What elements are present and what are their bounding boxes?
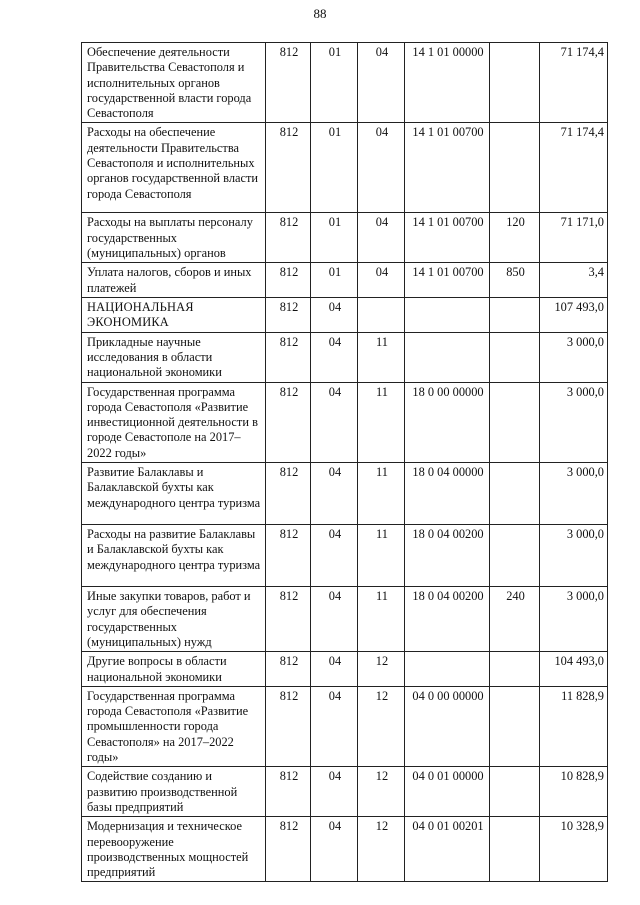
row-amount: 71 171,0 — [540, 213, 608, 263]
row-target-code: 14 1 01 00000 — [405, 43, 490, 123]
row-ministry-code: 812 — [266, 332, 311, 382]
table-row — [82, 463, 608, 525]
table-row — [82, 525, 608, 587]
budget-table — [81, 42, 608, 882]
table-row — [82, 263, 608, 298]
row-name: Другие вопросы в области национальной экономики — [82, 652, 266, 687]
row-name: Иные закупки товаров, работ и услуг для обеспечения государственных (муниципальных) нужд — [82, 587, 266, 652]
row-section-code: 04 — [311, 686, 358, 766]
table-row — [82, 43, 608, 123]
row-section-code: 01 — [311, 263, 358, 298]
table-row — [82, 298, 608, 333]
row-target-code: 04 0 01 00201 — [405, 817, 490, 882]
row-target-code: 14 1 01 00700 — [405, 123, 490, 213]
row-amount: 3 000,0 — [540, 332, 608, 382]
row-expense-type-code — [490, 382, 540, 462]
row-subsection-code: 04 — [358, 43, 405, 123]
row-subsection-code: 11 — [358, 525, 405, 587]
row-ministry-code: 812 — [266, 525, 311, 587]
table-row — [82, 123, 608, 213]
row-target-code: 18 0 04 00000 — [405, 463, 490, 525]
row-amount: 3 000,0 — [540, 587, 608, 652]
row-target-code: 18 0 04 00200 — [405, 525, 490, 587]
budget-table-body — [82, 43, 608, 882]
row-subsection-code: 11 — [358, 463, 405, 525]
row-section-code: 04 — [311, 817, 358, 882]
row-name: Расходы на выплаты персоналу государственных (муниципальных) органов — [82, 213, 266, 263]
row-name: Государственная программа города Севастополя «Развитие инвестиционной деятельности в городе Севастополе на 2017–2022 годы» — [82, 382, 266, 462]
row-ministry-code: 812 — [266, 298, 311, 333]
row-expense-type-code — [490, 298, 540, 333]
row-ministry-code: 812 — [266, 43, 311, 123]
table-row — [82, 332, 608, 382]
row-ministry-code: 812 — [266, 817, 311, 882]
table-row — [82, 767, 608, 817]
row-section-code: 04 — [311, 767, 358, 817]
row-expense-type-code — [490, 767, 540, 817]
row-ministry-code: 812 — [266, 652, 311, 687]
row-section-code: 01 — [311, 123, 358, 213]
row-expense-type-code — [490, 123, 540, 213]
row-amount: 71 174,4 — [540, 43, 608, 123]
row-expense-type-code — [490, 817, 540, 882]
row-name: Расходы на обеспечение деятельности Правительства Севастополя и исполнительных органов государственной власти города Севастополя — [82, 123, 266, 213]
row-amount: 3 000,0 — [540, 382, 608, 462]
row-section-code: 04 — [311, 652, 358, 687]
table-row — [82, 382, 608, 462]
row-ministry-code: 812 — [266, 587, 311, 652]
row-ministry-code: 812 — [266, 767, 311, 817]
row-ministry-code: 812 — [266, 263, 311, 298]
row-name: НАЦИОНАЛЬНАЯ ЭКОНОМИКА — [82, 298, 266, 333]
row-expense-type-code: 850 — [490, 263, 540, 298]
row-amount: 10 328,9 — [540, 817, 608, 882]
row-subsection-code: 04 — [358, 263, 405, 298]
row-section-code: 01 — [311, 43, 358, 123]
row-name: Содействие созданию и развитию производственной базы предприятий — [82, 767, 266, 817]
row-section-code: 04 — [311, 587, 358, 652]
row-amount: 71 174,4 — [540, 123, 608, 213]
row-section-code: 04 — [311, 332, 358, 382]
row-expense-type-code: 240 — [490, 587, 540, 652]
row-subsection-code: 11 — [358, 587, 405, 652]
row-amount: 104 493,0 — [540, 652, 608, 687]
row-expense-type-code — [490, 686, 540, 766]
row-expense-type-code — [490, 332, 540, 382]
row-target-code — [405, 332, 490, 382]
row-section-code: 04 — [311, 525, 358, 587]
row-amount: 107 493,0 — [540, 298, 608, 333]
row-ministry-code: 812 — [266, 382, 311, 462]
row-name: Прикладные научные исследования в области национальной экономики — [82, 332, 266, 382]
row-amount: 3,4 — [540, 263, 608, 298]
table-row — [82, 652, 608, 687]
row-expense-type-code — [490, 463, 540, 525]
row-section-code: 01 — [311, 213, 358, 263]
row-name: Уплата налогов, сборов и иных платежей — [82, 263, 266, 298]
row-name: Обеспечение деятельности Правительства Севастополя и исполнительных органов государственной власти города Севастополя — [82, 43, 266, 123]
table-row — [82, 817, 608, 882]
row-expense-type-code — [490, 652, 540, 687]
row-amount: 3 000,0 — [540, 463, 608, 525]
row-target-code: 14 1 01 00700 — [405, 213, 490, 263]
row-subsection-code: 04 — [358, 213, 405, 263]
row-subsection-code: 11 — [358, 332, 405, 382]
row-amount: 3 000,0 — [540, 525, 608, 587]
row-section-code: 04 — [311, 298, 358, 333]
row-subsection-code — [358, 298, 405, 333]
row-target-code: 18 0 04 00200 — [405, 587, 490, 652]
row-name: Развитие Балаклавы и Балаклавской бухты как международного центра туризма — [82, 463, 266, 525]
row-ministry-code: 812 — [266, 463, 311, 525]
page-number: 88 — [313, 6, 327, 21]
row-subsection-code: 04 — [358, 123, 405, 213]
row-expense-type-code: 120 — [490, 213, 540, 263]
row-subsection-code: 11 — [358, 382, 405, 462]
row-target-code: 18 0 00 00000 — [405, 382, 490, 462]
table-row — [82, 587, 608, 652]
row-target-code: 04 0 01 00000 — [405, 767, 490, 817]
row-subsection-code: 12 — [358, 686, 405, 766]
row-expense-type-code — [490, 43, 540, 123]
row-name: Государственная программа города Севастополя «Развитие промышленности города Севастополя» на 2017–2022 годы» — [82, 686, 266, 766]
table-row — [82, 213, 608, 263]
row-ministry-code: 812 — [266, 686, 311, 766]
row-ministry-code: 812 — [266, 213, 311, 263]
row-target-code — [405, 652, 490, 687]
row-ministry-code: 812 — [266, 123, 311, 213]
row-subsection-code: 12 — [358, 817, 405, 882]
row-name: Расходы на развитие Балаклавы и Балаклавской бухты как международного центра туризма — [82, 525, 266, 587]
table-row — [82, 686, 608, 766]
row-section-code: 04 — [311, 463, 358, 525]
row-section-code: 04 — [311, 382, 358, 462]
row-name: Модернизация и техническое перевооружение производственных мощностей предприятий — [82, 817, 266, 882]
row-amount: 10 828,9 — [540, 767, 608, 817]
row-subsection-code: 12 — [358, 652, 405, 687]
row-amount: 11 828,9 — [540, 686, 608, 766]
row-target-code: 14 1 01 00700 — [405, 263, 490, 298]
row-target-code — [405, 298, 490, 333]
row-expense-type-code — [490, 525, 540, 587]
row-subsection-code: 12 — [358, 767, 405, 817]
row-target-code: 04 0 00 00000 — [405, 686, 490, 766]
